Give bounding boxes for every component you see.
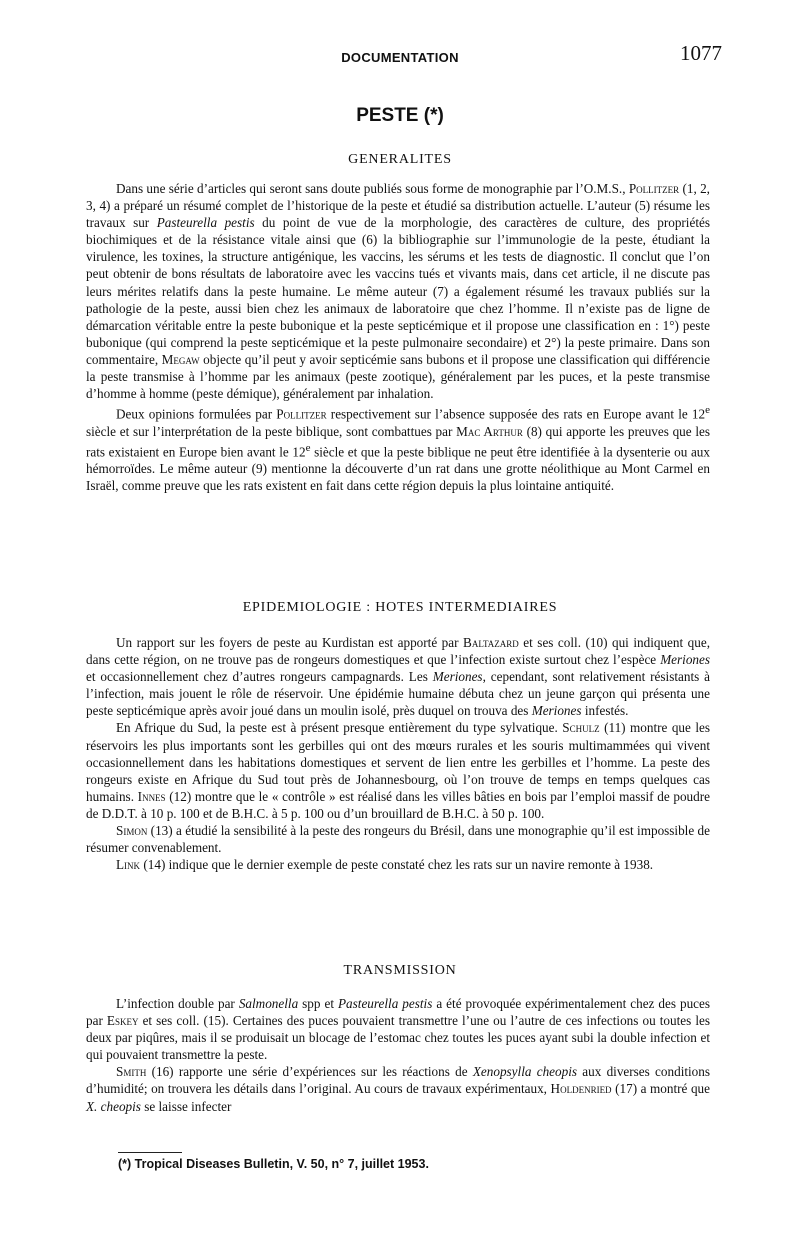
text-run: (12) montre que le « contrôle » est réalisé dans les villes bâties en bois par l’emploi massif de poudre de D.D.T. à 10 p. 100 et de B.H.C. à 5 p. 100 ou d’un brouillard de B.H.C. à 50 p. 100. — [86, 788, 710, 821]
author-name: Simon — [116, 823, 148, 839]
author-name: Pollitzer — [276, 406, 327, 422]
text-run: (8) qui apporte les preuves que les rats existaient en Europe bien avant le 12 — [86, 423, 710, 460]
text-run: (17) a montré que — [611, 1081, 711, 1097]
italic-term: Meriones — [432, 669, 483, 685]
author-name: Link — [116, 857, 141, 873]
text-run: Deux opinions formulées par — [116, 406, 277, 422]
text-run: (1, 2, 3, 4) a préparé un résumé complet de l’historique de la peste et étudié sa distribution actuelle. L’auteur (5) résume les travaux sur — [86, 181, 710, 231]
text-run: se laisse infecter — [140, 1098, 232, 1114]
italic-term: X. cheopis — [86, 1098, 141, 1114]
text-run: L’infection double par — [116, 996, 239, 1011]
text-run: Dans une série d’articles qui seront sans doute publiés sous forme de monographie par l’O.M.S., — [116, 181, 629, 196]
paragraph — [86, 856, 710, 873]
paragraph — [86, 719, 710, 822]
italic-term: Pasteurella pestis — [338, 996, 433, 1011]
text-run: (16) rapporte une série d’expériences sur les réactions de — [146, 1064, 473, 1080]
paragraph — [86, 1063, 710, 1114]
paragraph — [86, 634, 710, 719]
paragraph — [86, 822, 710, 856]
section-heading-epidemiologie: EPIDEMIOLOGIE : HOTES INTERMEDIAIRES — [242, 600, 558, 615]
text-run: infestés. — [581, 703, 629, 719]
italic-term: Xenopsylla cheopis — [472, 1064, 578, 1080]
section-heading-generalites: GENERALITES — [348, 152, 452, 167]
text-run: Un rapport sur les foyers de peste au Kurdistan est apporté par — [116, 635, 464, 650]
text-run: siècle et sur l’interprétation de la peste biblique, sont combattues par — [86, 423, 457, 439]
text-run: En Afrique du Sud, la peste est à présent presque entièrement du type sylvatique. — [116, 720, 563, 736]
author-name: Baltazard — [463, 635, 519, 650]
superscript: e — [305, 441, 311, 454]
page-number: 1077 — [680, 41, 722, 65]
text-run: siècle et que la peste biblique ne peut être identifiée à la dysenterie ou aux hémorroïdes. Le même auteur (9) mentionne la découverte d’un rat dans une grotte néolithique au Mont Carmel en Israël, comme preuve que les rats existent en fait dans cette région depuis la plus lointaine antiquité. — [86, 444, 710, 494]
text-run: et ses coll. (15). Certaines des puces pouvaient transmettre l’une ou l’autre de ces infections ou toutes les deux par piqûres, mais il se produisait un blocage de l’estomac chez toutes les puces ayant subi la double infection et qui pouvaient transmettre la peste. — [86, 1013, 710, 1063]
text-run: a été provoquée expérimentalement chez des puces par — [86, 996, 710, 1029]
text-run: respectivement sur l’absence supposée des rats en Europe avant le 12 — [326, 406, 706, 422]
section-body-epidemiologie — [86, 634, 710, 873]
text-run: (14) indique que le dernier exemple de peste constaté chez les rats sur un navire remonte à 1938. — [140, 857, 654, 873]
text-run: , cependant, sont relativement résistants à l’infection, mais jouent le rôle de réservoir. Une épidémie humaine débuta chez un jeune garçon qui présenta une peste septicémique après avoir joué dans un moulin isolé, près duquel on trouva des — [86, 669, 711, 719]
footnote-rule — [118, 1152, 182, 1153]
paragraph — [86, 995, 710, 1063]
section-body-generalites — [86, 180, 710, 494]
text-run: et occasionnellement chez d’autres rongeurs campagnards. Les — [86, 669, 433, 685]
author-name: Schulz — [562, 720, 600, 736]
text-run: et ses coll. (10) qui indiquent que, dans cette région, on ne trouve pas de rongeurs domestiques et que l’infection existe surtout chez l’espèce — [86, 635, 711, 668]
author-name: Mac Arthur — [456, 423, 523, 439]
running-title: DOCUMENTATION — [341, 50, 459, 65]
text-run: objecte qu’il peut y avoir septicémie sans bubons et il propose une classification qui différencie la peste transmise à l’homme par les animaux (peste zootique), généralement par les puces, et la peste transmise d’homme à homme (peste démique), généralement par inhalation. — [86, 351, 710, 402]
author-name: Holdenried — [550, 1081, 612, 1097]
paragraph — [86, 180, 710, 402]
section-body-transmission — [86, 995, 710, 1115]
author-name: Smith — [116, 1064, 147, 1080]
text-run: (11) montre que les réservoirs les plus importants sont les gerbilles qui ont des mœurs rurales et les souris multimammées qui vivent occasionnellement dans les habitations domestiques et servent de lien entre les gerbilles et l’homme. La peste des rongeurs existe en Afrique du Sud tout près de Johannesbourg, où l’on trouve de temps en temps quelques cas humains. — [86, 720, 710, 804]
author-name: Megaw — [161, 351, 200, 367]
italic-term: Salmonella — [238, 996, 299, 1011]
italic-term: Meriones — [660, 652, 710, 668]
author-name: Pollitzer — [628, 181, 680, 196]
author-name: Eskey — [106, 1013, 139, 1029]
text-run: spp et — [298, 996, 338, 1011]
italic-term: Meriones — [531, 703, 582, 719]
text-run: du point de vue de la morphologie, des caractères de culture, des propriétés biochimiques et de la résistance vitale ainsi que (6) la bibliographie sur l’immunologie de la peste, étudiant la virulence, les toxines, la structure antigénique, les vaccins, les sérums et les tests de diagnostic. Il conclut que l’on peut obtenir de bons résultats de laboratoire avec les vaccins tués et vivants mais, dans cet article, il ne discute pas leurs mérites relatifs dans la peste humaine. Le même auteur (7) a également résumé les travaux publiés sur la pathologie de la peste, aussi bien chez les animaux de laboratoire que chez l’homme. Il n’existe pas de ligne de démarcation véritable entre la peste bubonique et la peste septicémique et il propose une classification en : 1°) peste bubonique (qui comprend la peste septicémique et la peste pulmonaire secondaire) et 2°) la peste primaire. Dans son commentaire, — [86, 215, 710, 367]
text-run: (13) a étudié la sensibilité à la peste des rongeurs du Brésil, dans une monographie qu’il est impossible de résumer convenablement. — [86, 823, 710, 856]
paragraph — [86, 402, 710, 494]
italic-term: Pasteurella pestis — [156, 215, 255, 231]
article-title: PESTE (*) — [356, 105, 444, 126]
author-name: Innes — [137, 788, 166, 804]
section-heading-transmission: TRANSMISSION — [343, 963, 457, 978]
text-run: aux diverses conditions d’humidité; on trouvera les détails dans l’original. Au cours de travaux expérimentaux, — [86, 1064, 711, 1097]
footnote: (*) Tropical Diseases Bulletin, V. 50, n° 7, juillet 1953. — [118, 1157, 429, 1171]
superscript: e — [705, 404, 711, 417]
